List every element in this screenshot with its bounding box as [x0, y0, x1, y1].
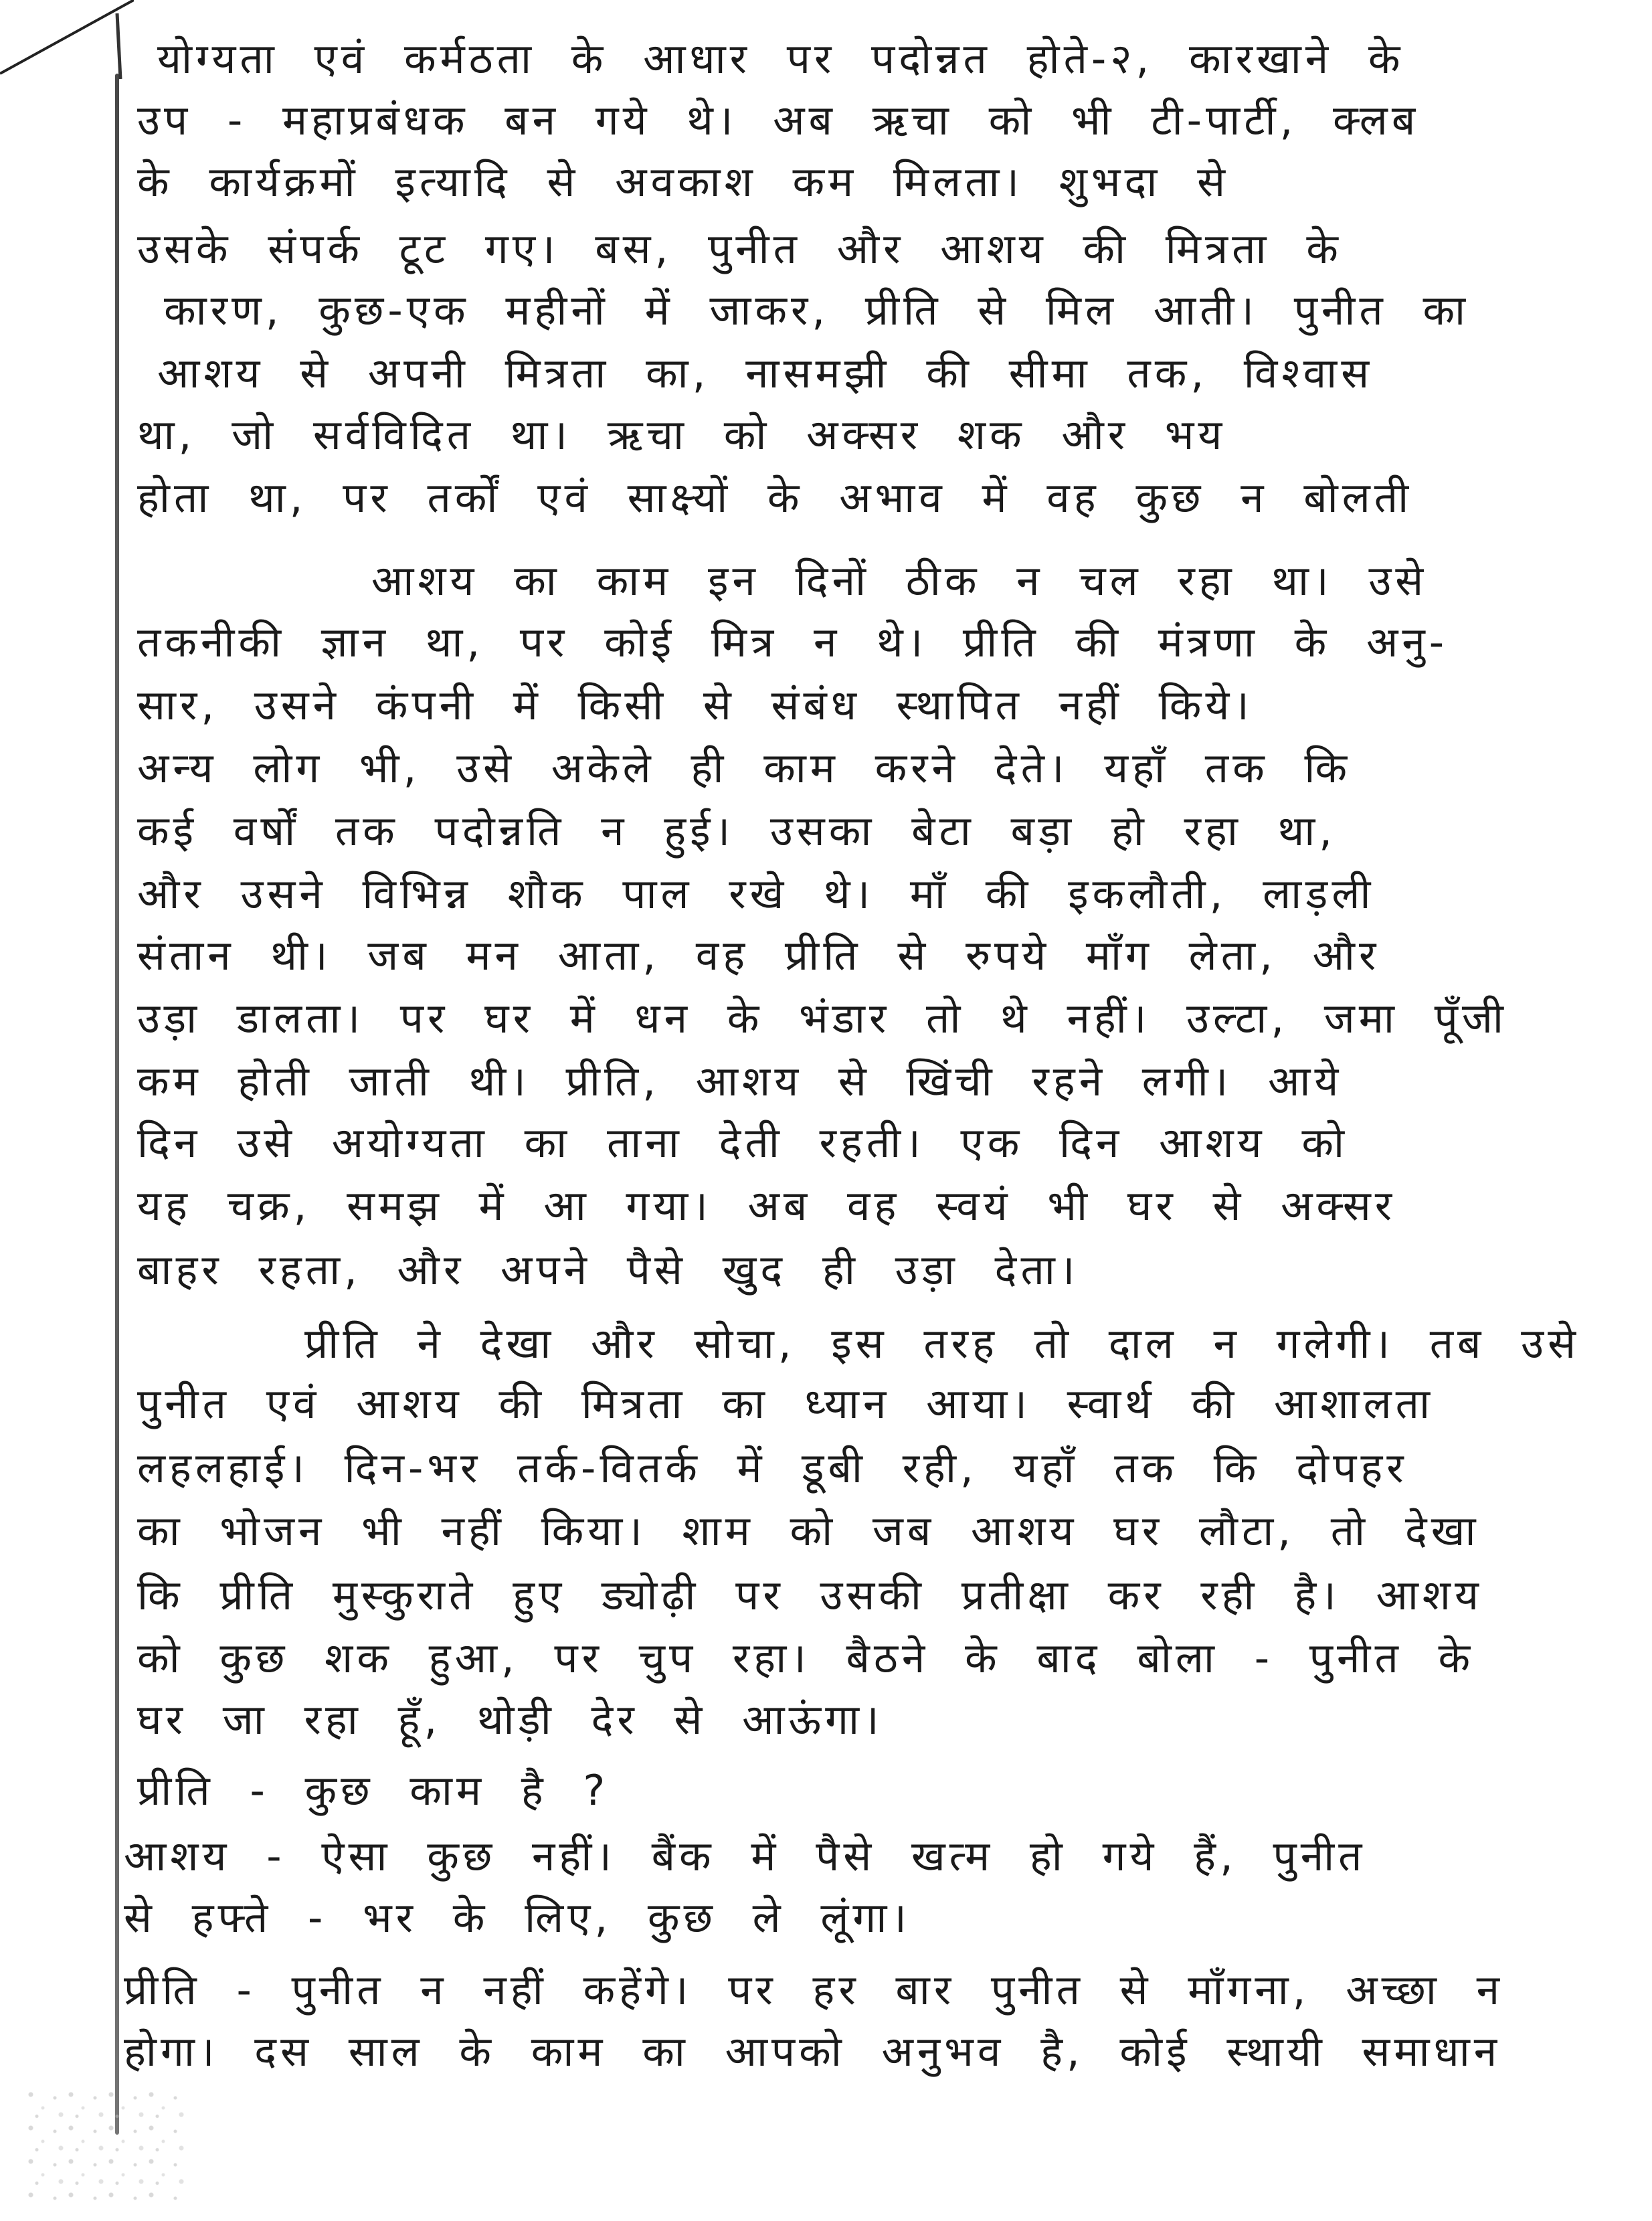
text-line-5: कारण, कुछ-एक महीनों में जाकर, प्रीति से मिल आती। पुनीत का — [164, 286, 1470, 335]
text-line-15: संतान थी। जब मन आता, वह प्रीति से रुपये माँग लेता, और — [137, 931, 1380, 980]
text-line-1: योग्यता एवं कर्मठता के आधार पर पदोन्नत होते-२, कारखाने के — [157, 34, 1404, 83]
text-line-16: उड़ा डालता। पर घर में धन के भंडार तो थे नहीं। उल्टा, जमा पूँजी — [137, 994, 1507, 1043]
text-line-3: के कार्यक्रमों इत्यादि से अवकाश कम मिलता। शुभदा से — [137, 157, 1230, 206]
text-line-30: से हफ्ते - भर के लिए, कुछ ले लूंगा। — [124, 1893, 911, 1942]
text-line-10: तकनीकी ज्ञान था, पर कोई मित्र न थे। प्रीति की मंत्रणा के अनु- — [137, 618, 1449, 667]
text-line-26: को कुछ शक हुआ, पर चुप रहा। बैठने के बाद बोला - पुनीत के — [137, 1633, 1475, 1682]
text-line-8: होता था, पर तर्कों एवं साक्ष्यों के अभाव में वह कुछ न बोलती — [137, 473, 1413, 522]
left-margin-line — [115, 74, 119, 2135]
text-line-23: लहलहाई। दिन-भर तर्क-वितर्क में डूबी रही, यहाँ तक कि दोपहर — [137, 1443, 1408, 1492]
text-line-14: और उसने विभिन्न शौक पाल रखे थे। माँ की इकलौती, लाड़ली — [137, 869, 1375, 918]
text-line-19: यह चक्र, समझ में आ गया। अब वह स्वयं भी घर से अक्सर — [137, 1181, 1396, 1230]
text-line-27: घर जा रहा हूँ, थोड़ी देर से आऊंगा। — [137, 1695, 883, 1744]
text-line-21: प्रीति ने देखा और सोचा, इस तरह तो दाल न गलेगी। तब उसे — [304, 1319, 1580, 1368]
scan-noise — [27, 2088, 187, 2202]
text-line-24: का भोजन भी नहीं किया। शाम को जब आशय घर लौटा, तो देखा — [137, 1506, 1480, 1555]
text-line-18: दिन उसे अयोग्यता का ताना देती रहती। एक दिन आशय को — [137, 1118, 1349, 1167]
text-line-11: सार, उसने कंपनी में किसी से संबंध स्थापित नहीं किये। — [137, 681, 1253, 729]
text-line-9: आशय का काम इन दिनों ठीक न चल रहा था। उसे — [371, 556, 1428, 605]
text-line-25: कि प्रीति मुस्कुराते हुए ड्योढ़ी पर उसकी प्रतीक्षा कर रही है। आशय — [137, 1571, 1483, 1619]
text-line-7: था, जो सर्वविदित था। ऋचा को अक्सर शक और भय — [137, 410, 1226, 459]
text-line-20: बाहर रहता, और अपने पैसे खुद ही उड़ा देता। — [137, 1245, 1079, 1294]
text-line-22: पुनीत एवं आशय की मित्रता का ध्यान आया। स्वार्थ की आशालता — [137, 1379, 1435, 1428]
text-line-12: अन्य लोग भी, उसे अकेले ही काम करने देते। यहाँ तक कि — [137, 743, 1352, 792]
text-line-32: होगा। दस साल के काम का आपको अनुभव है, कोई स्थायी समाधान — [124, 2027, 1501, 2076]
text-line-31: प्रीति - पुनीत न नहीं कहेंगे। पर हर बार पुनीत से माँगना, अच्छा न — [124, 1965, 1504, 2014]
text-line-17: कम होती जाती थी। प्रीति, आशय से खिंची रहने लगी। आये — [137, 1057, 1343, 1105]
text-line-2: उप - महाप्रबंधक बन गये थे। अब ऋचा को भी टी-पार्टी, क्लब — [137, 96, 1420, 145]
text-line-6: आशय से अपनी मित्रता का, नासमझी की सीमा तक, विश्वास — [157, 349, 1374, 397]
text-line-4: उसके संपर्क टूट गए। बस, पुनीत और आशय की मित्रता के — [137, 224, 1342, 273]
text-line-13: कई वर्षों तक पदोन्नति न हुई। उसका बेटा बड़ा हो रहा था, — [137, 806, 1336, 855]
text-line-29: आशय - ऐसा कुछ नहीं। बैंक में पैसे खत्म हो गये हैं, पुनीत — [124, 1832, 1366, 1880]
text-line-28: प्रीति - कुछ काम है ? — [137, 1766, 610, 1815]
